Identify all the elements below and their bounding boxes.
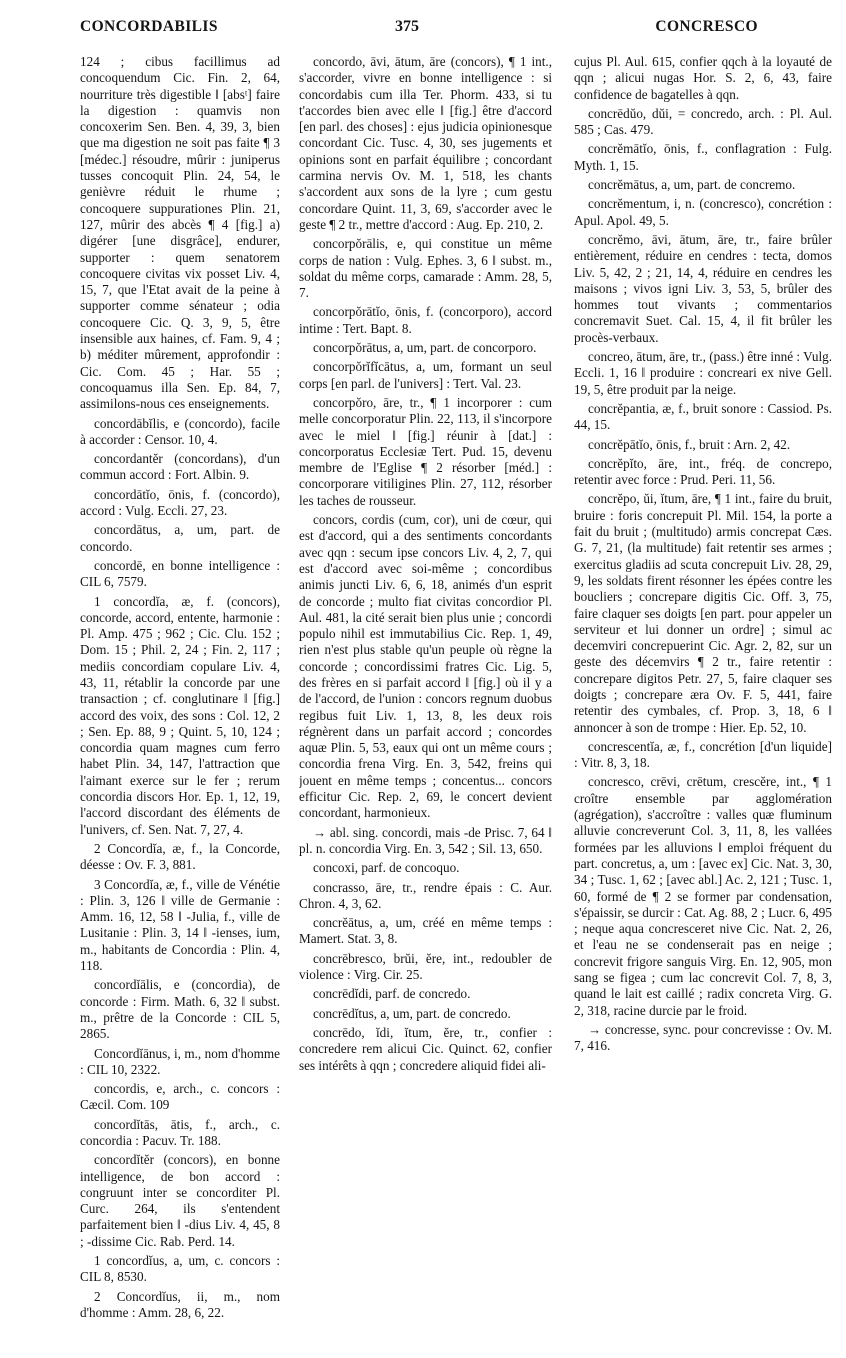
dictionary-entry: concordĭtās, ātis, f., arch., c. concordia : Pacuv. Tr. 188.	[80, 1116, 280, 1148]
dictionary-entry: concrĕmātĭo, ōnis, f., conflagration : Fulg. Myth. 1, 15.	[574, 141, 832, 173]
column-middle	[299, 54, 552, 1354]
dictionary-entry: concrĕmātus, a, um, part. de concremo.	[588, 177, 796, 193]
dictionary-entry: concrēdŭo, dŭi, = concredo, arch. : Pl. Aul. 585 ; Cas. 479.	[574, 105, 832, 138]
dictionary-entry: concrĕpĭto, āre, int., fréq. de concrepo, retentir avec force : Prud. Peri. 11, 56.	[574, 455, 832, 488]
dictionary-entry: Concordĭānus, i, m., nom d'homme : CIL 10, 2322.	[80, 1045, 280, 1077]
dictionary-entry: concordo, āvi, ātum, āre (concors), ¶ 1 int., s'accorder, vivre en bonne intelligence : si concordabis cum illa Ter. Phorm. 433, si tu t'accordes bien avec elle ‖ [fig.] être d'accord [en parl. des choses] : ejus judicia opinionesque concordant Cic. Tusc. 4, 30, ses jugements et opinions sont en parfait équilibre ; concordant carmina nervis Ov. M. 1, 518, les chants s'accordent aux sons de la lyre ; cum gestu concordare Quint. 11, 3, 69, s'accorder avec le geste ¶ 2 tr., mettre d'accord : Aug. Ep. 210, 2.	[299, 54, 552, 232]
dictionary-entry: concrēdĭtus, a, um, part. de concredo.	[313, 1005, 511, 1021]
dictionary-entry: → abl. sing. concordi, mais -de Prisc. 7, 64 ‖ pl. n. concordia Virg. En. 3, 542 ; Sil. 13, 650.	[299, 824, 552, 856]
dictionary-entry: concorpŏrātĭo, ōnis, f. (concorporo), accord intime : Tert. Bapt. 8.	[299, 304, 552, 336]
dictionary-entry: concorpŏrĭfĭcātus, a, um, formant un seul corps [en parl. de l'univers] : Tert. Val. 23.	[299, 359, 552, 391]
dictionary-entry: → concresse, sync. pour concrevisse : Ov. M. 7, 416.	[574, 1021, 832, 1054]
dictionary-entry: concresco, crēvi, crētum, crescĕre, int., ¶ 1 croître ensemble par agglomération (agrégation), s'accroître : valles quæ fluminum alluvie concreverunt Col. 3, 11, 8, les vallées formées par les alluvions ‖ emploi fréquent du part. concretus, a, um : [avec ex] Cic. Nat. 3, 30, 34 ; Tusc. 1, 62 ; [avec abl.] Ac. 2, 121 ; Tusc. 1, 60, formé de ¶ 2 se former par condensation, s'épaissir, se durcir : Cat. Ag. 88, 2 ; Lucr. 6, 495 ; neque aqua concresceret nive Cic. Nat. 2, 26, et l'eau ne se condenserait pas en neige ; concrevit frigore sanguis Virg. En. 12, 905, mon sang se figea ; cum lac concrevit Col. 7, 8, 3, quand le lait est caillé ; radix concreta Virg. G. 2, 318, racine durcie par le froid.	[574, 774, 832, 1018]
dictionary-entry: concrĕpantia, æ, f., bruit sonore : Cassiod. Ps. 44, 15.	[574, 400, 832, 433]
dictionary-entry: concrescentĭa, æ, f., concrétion [d'un liquide] : Vitr. 8, 3, 18.	[574, 738, 832, 771]
dictionary-entry: concordis, e, arch., c. concors : Cæcil. Com. 109	[80, 1081, 280, 1113]
dictionary-entry: concordātĭo, ōnis, f. (concordo), accord : Vulg. Eccli. 27, 23.	[80, 486, 280, 519]
running-head-right: CONCRESCO	[655, 18, 758, 35]
dictionary-entry: concordē, en bonne intelligence : CIL 6, 7579.	[80, 557, 280, 590]
column-left	[80, 54, 280, 1354]
dictionary-entry: concors, cordis (cum, cor), uni de cœur, qui est d'accord, qui a des sentiments concordants avec qqn : secum ipse concors Liv. 4, 2, 7, qui est d'accord avec soi-même ; concordibus animis juncti Liv. 6, 6, 18, animés d'un esprit de concorde ; multo fiat civitas concordior Pl. Aul. 481, la cité serait bien plus unie ; concordi populo nihil est immutabilius Cic. Rep. 1, 49, rien n'est plus stable qu'un peuple où règne la concorde ; concordissimi fratres Cic. Lig. 5, des frères en si parfait accord ‖ [fig.] où il y a de l'accord, de l'union : concors regnum duobus regibus fuit Liv. 1, 13, 8, les deux rois régnèrent dans un parfait accord ; concordes aquæ Plin. 5, 53, eaux qui ont un même cours ; concordia frena Virg. En. 3, 542, freins qui jouent en même temps ; concentus... concors efficitur Cic. Rep. 2, 69, le concert devient concordant, harmonieux.	[299, 512, 552, 821]
dictionary-entry: cujus Pl. Aul. 615, confier qqch à la loyauté de qqn ; alicui nugas Hor. S. 2, 6, 43, faire confidence de bagatelles à qqn.	[574, 54, 832, 102]
page-number: 375	[395, 18, 419, 35]
dictionary-entry: concrĕpo, ŭi, ĭtum, āre, ¶ 1 int., faire du bruit, bruire : foris concrepuit Pl. Mil. 154, la porte a fait du bruit ; (multitudo) armis concrepat Cæs. G. 7, 21, (la multitude) fait retentir ses armes ; exercitus gladiis ad scuta concrepuit Liv. 28, 29, 9, les soldats firent résonner les épées contre les boucliers ; concrepare digitis Cic. Off. 3, 75, faire claquer ses doigts [en part. pour appeler un serviteur et lui donner un ordre] ; simul ac decemviri concrepuerint Cic. Agr. 2, 82, sur un geste des décemvirs ¶ 2 tr., faire retentir : concrepare digitos Petr. 27, 5, faire claquer ses doigts ; concrepare æra Ov. F. 5, 441, faire retentir des cymbales, cf. Prop. 3, 18, 6 ‖ annoncer à son de trompe : Hier. Ep. 52, 10.	[574, 491, 832, 735]
dictionary-entry: concordābĭlis, e (concordo), facile à accorder : Censor. 10, 4.	[80, 415, 280, 447]
dictionary-entry: concoxi, parf. de concoquo.	[313, 860, 460, 876]
dictionary-entry: 1 concordĭa, æ, f. (concors), concorde, accord, entente, harmonie : Pl. Amp. 475 ; 962 ; Cic. Clu. 152 ; Dom. 15 ; Phil. 2, 24 ; Fin. 2, 117 ; mediis concordiam copulare Liv. 4, 43, 11, rétablir la concorde par une transaction ; cf. conglutinare ‖ [fig.] accord des voix, des sons : Col. 12, 2 ; Sen. Ep. 88, 9 ; Quint. 5, 10, 124 ; concordia quam magnes cum ferro habet Plin. 34, 147, l'attraction que l'aimant exerce sur le fer ; rerum concordia discors Hor. Ep. 1, 12, 19, l'accord discordant des éléments de l'univers, cf. Sen. Nat. 7, 27, 4.	[80, 593, 280, 837]
dictionary-entry: 1 concordĭus, a, um, c. concors : CIL 8, 8530.	[80, 1253, 280, 1285]
dictionary-entry: concorpŏrātus, a, um, part. de concorporo.	[313, 340, 537, 356]
dictionary-entry: concrĕmentum, i, n. (concresco), concrétion : Apul. Apol. 49, 5.	[574, 196, 832, 228]
dictionary-entry: concorpŏro, āre, tr., ¶ 1 incorporer : cum melle concorporatur Plin. 22, 113, il s'incorpore avec le miel ‖ [fig.] réunir à [dat.] : concorporatus Ecclesiæ Tert. Pud. 15, devenu membre de l'Eglise ¶ 2 résorber [méd.] : concorporare vitiligines Plin. 27, 112, résorber les taches de rousseur.	[299, 394, 552, 508]
dictionary-entry: concordantĕr (concordans), d'un commun accord : Fort. Albin. 9.	[80, 451, 280, 483]
dictionary-entry: concorpŏrālis, e, qui constitue un même corps de nation : Vulg. Ephes. 3, 6 ‖ subst. m., soldat du même corps, camarade : Amm. 28, 5, 7.	[299, 236, 552, 301]
dictionary-entry: concrēbresco, brŭi, ĕre, int., redoubler de violence : Virg. Cir. 25.	[299, 950, 552, 983]
dictionary-entry: 124 ; cibus facillimus ad concoquendum Cic. Fin. 2, 64, nourriture très digestible ‖ [absᵗ] faire la digestion : quamvis non concoxerim Sen. Ben. 4, 39, 3, bien que ma digestion ne soit pas faite ¶ 3 [médec.] résoudre, mûrir : juniperus tusses concoquit Plin. 24, 54, le genièvre réduit le rhume ; concoquere suppurationes Plin. 21, 127, mûrir des abcès ¶ 4 [fig.] a) digérer [une disgrâce], endurer, supporter : quem senatorem concoquere civitas vix posset Liv. 4, 15, 7, que l'Etat avait de la peine à supporter comme sénateur ; odia concoquere Cic. Q. 3, 9, 5, être insensible aux haines, cf. Fam. 9, 4 ; b) méditer mûrement, approfondir : Cic. Com. 45 ; Har. 55 ; concoquamus illa Sen. Ep. 84, 7, assimilons-nous ces enseignements.	[80, 54, 280, 412]
running-head-left: CONCORDABILIS	[80, 18, 218, 35]
dictionary-entry: concreo, ātum, āre, tr., (pass.) être inné : Vulg. Eccli. 1, 16 ‖ produire : concreari ex nive Gell. 19, 5, être produit par la neige.	[574, 349, 832, 397]
dictionary-entry: concrĕātus, a, um, créé en même temps : Mamert. Stat. 3, 8.	[299, 915, 552, 947]
dictionary-entry: 2 Concordĭa, æ, f., la Concorde, déesse : Ov. F. 3, 881.	[80, 840, 280, 873]
column-right	[574, 54, 832, 1354]
dictionary-entry: concordĭālis, e (concordia), de concorde : Firm. Math. 6, 32 ‖ subst. m., prêtre de la Concorde : CIL 5, 2865.	[80, 977, 280, 1042]
dictionary-entry: concordātus, a, um, part. de concordo.	[80, 522, 280, 554]
dictionary-entry: 2 Concordĭus, ii, m., nom d'homme : Amm. 28, 6, 22.	[80, 1288, 280, 1320]
dictionary-entry: concordĭtĕr (concors), en bonne intelligence, de bon accord : congruunt inter se concorditer Pl. Curc. 264, ils s'entendent parfaitement bien ‖ -dius Liv. 4, 45, 8 ; -dissime Cic. Rab. Perd. 14.	[80, 1152, 280, 1249]
dictionary-entry: concrēdo, ĭdi, ĭtum, ĕre, tr., confier : concredere rem alicui Cic. Quinct. 62, confier ses intérêts à qqn ; concredere aliquid fidei ali-	[299, 1024, 552, 1073]
dictionary-entry: 3 Concordĭa, æ, f., ville de Vénétie : Plin. 3, 126 ‖ ville de Germanie : Amm. 16, 12, 58 ‖ -Julia, f., ville de Lusitanie : Plin. 3, 14 ‖ -ienses, ium, m., habitants de Concordia : Plin. 4, 118.	[80, 876, 280, 974]
dictionary-entry: concrĕpātĭo, ōnis, f., bruit : Arn. 2, 42.	[588, 436, 791, 452]
dictionary-entry: concrēdĭdi, parf. de concredo.	[313, 986, 471, 1002]
dictionary-entry: concrasso, āre, tr., rendre épais : C. Aur. Chron. 4, 3, 62.	[299, 879, 552, 911]
page-header	[0, 18, 846, 44]
dictionary-entry: concrĕmo, āvi, ātum, āre, tr., faire brûler entièrement, réduire en cendres : tecta, domos Liv. 5, 42, 2 ; 21, 14, 4, réduire en cendres les maisons ; vivos igni Liv. 3, 53, 5, brûler des hommes tout vivants ; commentarios concremavit Suet. Cal. 15, 4, il fit brûler les procès-verbaux.	[574, 231, 832, 345]
